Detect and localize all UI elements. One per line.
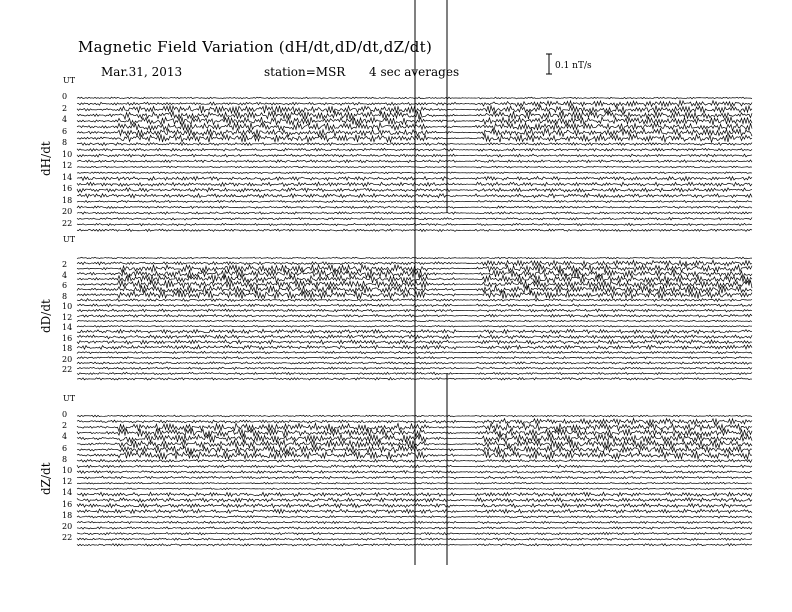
row-tick-label: 12 <box>62 312 73 322</box>
date-label: Mar.31, 2013 <box>101 65 183 79</box>
row-tick-label: 10 <box>62 302 73 311</box>
row-tick-label: 6 <box>62 443 68 453</box>
row-tick-label: 6 <box>62 281 68 290</box>
row-tick-label: 2 <box>62 103 68 113</box>
row-tick-label: 8 <box>62 291 68 301</box>
row-tick-label: 18 <box>62 510 73 520</box>
row-tick-label: 4 <box>62 432 68 442</box>
ut-axis-title: UT <box>63 76 76 85</box>
scale-bar-label: 0.1 nT/s <box>555 61 592 71</box>
row-tick-label: 16 <box>62 499 73 509</box>
panel-ylabel: dH/dt <box>39 141 53 176</box>
row-tick-label: 20 <box>62 207 73 216</box>
row-tick-label: 4 <box>62 115 68 124</box>
row-tick-label: 10 <box>62 149 73 159</box>
row-tick-label: 14 <box>62 323 73 332</box>
row-tick-label: 8 <box>62 138 68 147</box>
row-tick-label: 14 <box>62 488 73 498</box>
ut-axis-title: UT <box>63 235 76 244</box>
row-tick-label: 20 <box>62 354 73 364</box>
row-tick-label: 2 <box>62 421 68 431</box>
row-tick-label: 14 <box>62 172 73 182</box>
panel-ylabel: dZ/dt <box>39 462 53 495</box>
row-tick-label: 22 <box>62 365 73 374</box>
row-tick-label: 8 <box>62 454 68 464</box>
chart-title: Magnetic Field Variation (dH/dt,dD/dt,dZ/dt) <box>78 38 433 56</box>
row-tick-label: 12 <box>62 161 73 170</box>
averaging-label: 4 sec averages <box>369 65 460 79</box>
ut-axis-title: UT <box>63 394 76 403</box>
row-tick-label: 18 <box>62 195 73 205</box>
row-tick-label: 0 <box>62 410 68 419</box>
row-tick-label: 22 <box>62 218 73 228</box>
row-tick-label: 18 <box>62 344 73 353</box>
row-tick-label: 20 <box>62 522 73 531</box>
station-label: station=MSR <box>264 65 346 79</box>
row-tick-label: 4 <box>62 270 68 280</box>
row-tick-label: 6 <box>62 126 68 136</box>
row-tick-label: 2 <box>62 260 68 269</box>
row-tick-label: 10 <box>62 466 73 475</box>
row-tick-label: 16 <box>62 184 73 193</box>
row-tick-label: 16 <box>62 333 73 343</box>
row-tick-label: 12 <box>62 477 73 487</box>
row-tick-label: 0 <box>62 92 68 101</box>
row-tick-label: 22 <box>62 533 73 543</box>
scale-bar <box>546 54 552 74</box>
panel-ylabel: dD/dt <box>39 299 53 333</box>
